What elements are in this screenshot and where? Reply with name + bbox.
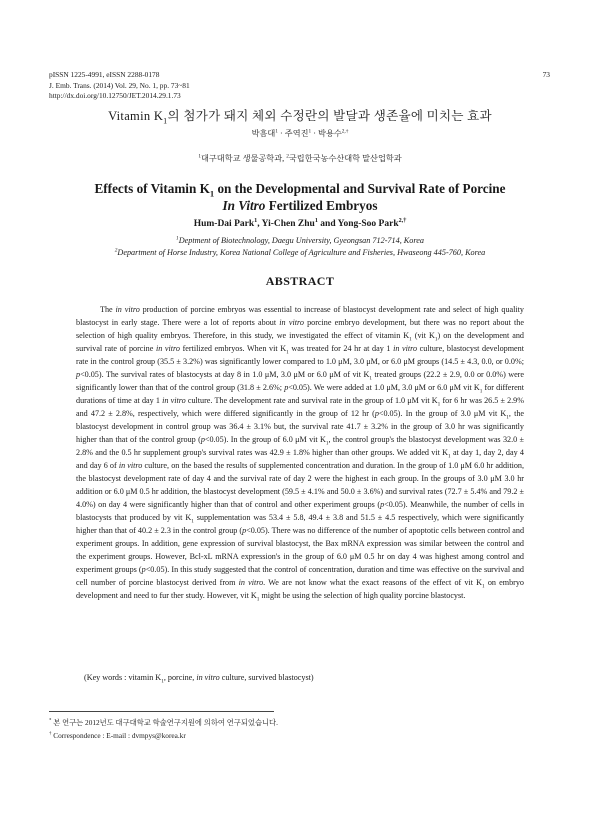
text-run: was treated for 24 hr at day 1 bbox=[288, 344, 394, 353]
text-run: culture, blastocyst development rate in the control group (35.5 ± 3.2%) was significantly lower compared to 1.0 μM, 3.0 μM, or 6.0 μM groups (14.5 ± 4.3, 0.0, or 0.0%; bbox=[76, 344, 524, 366]
footnote-marker: * bbox=[49, 718, 52, 724]
abstract-body bbox=[76, 303, 524, 602]
english-title bbox=[0, 181, 600, 214]
text-run: culture, survived blastocyst) bbox=[219, 673, 314, 682]
text-run: production of porcine embryos was essential to increase of blastocyst development rate and select of high quality blastocyst in early stage. There were a lot of reports about bbox=[76, 305, 524, 327]
text-run: on embryo development and need to fur ther study. However, vit K bbox=[76, 578, 524, 600]
text-run: <0.05). There was no difference of the number of apoptotic cells between control and experiment groups. In addition, gene expression of survival blastocyst, the Bax mRNA expression was similar between the control and the experiment groups. However, Bcl-xL mRNA expression's in the group of 6.0 μM 0.5 hr on day 4 was highest among control and experiment groups ( bbox=[76, 526, 525, 574]
subscript: 1 bbox=[256, 596, 260, 603]
affiliation-1 bbox=[0, 235, 600, 247]
italic-text: in vitro bbox=[155, 344, 180, 353]
author-name: Hum-Dai Park bbox=[193, 219, 255, 229]
italic-text: p bbox=[374, 409, 379, 418]
author-name: and Yong-Soo Park bbox=[317, 219, 399, 229]
korean-author-name: 주역진 bbox=[284, 129, 309, 138]
italic-text: p bbox=[141, 565, 146, 574]
subscript: 1 bbox=[325, 440, 329, 447]
italic-text: in vitro bbox=[393, 344, 418, 353]
english-authors bbox=[0, 219, 600, 229]
aff-marker: 2 bbox=[114, 247, 118, 254]
text-run: The bbox=[100, 305, 116, 314]
italic-text: in vitro bbox=[196, 673, 220, 682]
author-separator: · bbox=[311, 129, 319, 138]
text-run: <0.05). In this study suggested that the control of concentration, duration and time was effective on the survival and cell number of porcine blastocyst derived from bbox=[76, 565, 524, 587]
footnote-funding bbox=[49, 718, 278, 728]
footnote-text: Correspondence : E-mail : dvmpys@korea.kr bbox=[51, 731, 186, 740]
affiliation-text: Department of Horse Industry, Korea National College of Agriculture and Fisheries, Hwaseong 445-760, Korea bbox=[117, 248, 486, 257]
italic-text: in vitro bbox=[162, 396, 186, 405]
text-run: <0.05). We were added at 1.0 μM, 3.0 μM or 6.0 μM vit K bbox=[288, 383, 480, 392]
subscript: 1 bbox=[434, 336, 438, 343]
text-run: supplementation was 53.4 ± 5.8, 49.4 ± 3.8 and 51.5 ± 4.5 respectively, which were significantly higher than that of 40.2 ± 2.3 in the control group ( bbox=[76, 513, 524, 535]
text-run: treated groups (22.2 ± 2.9, 0.0 or 0.0%) were significantly lower than that of the control group (31.8 ± 2.6%; bbox=[76, 370, 524, 392]
korean-author-name: 박용수 bbox=[318, 129, 342, 138]
text-run: . We are not know what the exact reasons of the effect of vit K bbox=[263, 578, 483, 587]
subscript: 1 bbox=[286, 349, 289, 356]
author-separator: · bbox=[277, 129, 285, 138]
issn-line: pISSN 1225-4991, eISSN 2288-0178 bbox=[49, 70, 160, 79]
text-run: <0.05). The survival rates of blastocysts at day 8 in 1.0 μM, 3.0 μM or 6.0 μM of vit K bbox=[80, 370, 370, 379]
aff-marker: 1 bbox=[176, 235, 179, 242]
english-affiliations bbox=[0, 235, 600, 259]
text-run: <0.05). In the group of 6.0 μM vit K bbox=[204, 435, 326, 444]
text-run: <0.05). Meanwhile, the number of cells in blastocysts that produced by vit K bbox=[76, 500, 525, 522]
text-run: for 6 hr was 26.5 ± 2.9% and 47.2 ± 2.8%, respectively, which were differed significantly in the group of 12 hr ( bbox=[76, 396, 525, 418]
korean-title bbox=[0, 106, 600, 124]
korean-affiliation: 대구대학교 생물공학과, bbox=[200, 154, 287, 163]
english-title-italic: In Vitro bbox=[222, 197, 266, 213]
korean-authors bbox=[0, 128, 600, 139]
citation-line: J. Emb. Trans. (2014) Vol. 29, No. 1, pp. 73~81 bbox=[49, 80, 190, 90]
text-run: ) on the development and survival rate of porcine bbox=[76, 331, 524, 353]
abstract-heading: ABSTRACT bbox=[265, 274, 335, 288]
korean-affiliations bbox=[0, 153, 600, 164]
affiliation-2 bbox=[0, 247, 600, 259]
subscript: 1 bbox=[191, 518, 194, 525]
italic-text: p bbox=[380, 500, 385, 509]
italic-text: in vitro bbox=[118, 461, 143, 470]
subscript: 1 bbox=[409, 336, 412, 343]
subscript: 1 bbox=[479, 388, 483, 395]
korean-title-part: 의 첨가가 돼지 체외 수정란의 발달과 생존율에 미치는 효과 bbox=[167, 109, 492, 123]
aff-marker: 1 bbox=[275, 128, 278, 135]
text-run: for different durations of time at day 1 bbox=[76, 383, 524, 405]
text-run: porcine embryo development, but there was no report about the selection of high quality embryos. Therefore, in this study, we investigated the effect of vitamin K bbox=[76, 318, 524, 340]
aff-marker: 1 bbox=[314, 217, 318, 224]
text-run: (Key words : vitamin K bbox=[84, 673, 162, 682]
text-run: at day 1, day 2, day 4 and day 6 of bbox=[76, 448, 524, 470]
author-name: , Yi-Chen Zhu bbox=[257, 219, 315, 229]
text-run: <0.05). In the group of 3.0 μM vit K bbox=[378, 409, 507, 418]
text-run: might be using the selection of high quality porcine blastocyst. bbox=[259, 591, 466, 600]
footnote-divider bbox=[49, 711, 274, 712]
footnote-correspondence bbox=[49, 731, 186, 740]
affiliation-text: Deptment of Biotechnology, Daegu University, Gyeongsan 712-714, Korea bbox=[178, 236, 424, 245]
english-title-part: Effects of Vitamin K bbox=[94, 181, 210, 196]
italic-text: p bbox=[76, 370, 81, 379]
aff-marker: 1 bbox=[308, 128, 312, 135]
aff-marker: 2 bbox=[286, 153, 289, 160]
page-number: 73 bbox=[542, 70, 550, 79]
aff-marker: 1 bbox=[254, 217, 258, 224]
text-run: , porcine, bbox=[163, 673, 197, 682]
footnote-text: 본 연구는 2012년도 대구대학교 학술연구지원에 의하여 연구되었습니다. bbox=[51, 718, 278, 727]
text-run: culture. The development rate and survival rate in the group of 1.0 μM vit K bbox=[185, 396, 438, 405]
text-run: , the blastocyst development in control group was 36.4 ± 3.1% but, the survival rate 41.7 ± 3.2% in the group of 3.0 hr was significantly higher than that of the control group ( bbox=[76, 409, 525, 444]
subscript: 1 bbox=[437, 401, 441, 408]
doi-link[interactable]: http://dx.doi.org/10.12750/JET.2014.29.1.73 bbox=[49, 91, 181, 101]
text-run: fertilized embryos. When vit K bbox=[179, 344, 287, 353]
footnote-marker: † bbox=[49, 731, 52, 737]
english-title-subscript: 1 bbox=[209, 188, 215, 199]
italic-text: in vitro bbox=[115, 305, 140, 314]
italic-text: p bbox=[200, 435, 205, 444]
italic-text: in vitro bbox=[238, 578, 264, 587]
keywords bbox=[76, 673, 524, 685]
korean-affiliation: 국립한국농수산대학 말산업학과 bbox=[288, 154, 402, 163]
subscript: 1 bbox=[369, 375, 372, 382]
text-run: (vit K bbox=[411, 331, 435, 340]
journal-header bbox=[49, 70, 190, 102]
italic-text: in vitro bbox=[279, 318, 304, 327]
subscript: 1 bbox=[482, 583, 485, 590]
aff-marker: 2,† bbox=[398, 217, 407, 224]
aff-marker: 1 bbox=[198, 153, 201, 160]
subscript: 1 bbox=[161, 678, 164, 685]
italic-text: p bbox=[284, 383, 289, 392]
text-run: culture, on the based the results of supplemented concentration and duration. In the group of 1.0 μM 6.0 hr addition, the blastocyst development rate of day 4 and the survival rate of day 2 were the highest in each group. In the groups of 3.0 μM 3.0 hr addition or 6.0 μM 0.5 hr addition, the blastocyst development (59.5 ± 4.1% and 50.0 ± 3.6%) and survival rates (72.7 ± 5.4% and 79.2 ± 4.0%) on day 4 were significantly higher than that of control and other experiment groups ( bbox=[76, 461, 524, 509]
subscript: 1 bbox=[506, 414, 509, 421]
aff-marker: 2,† bbox=[341, 128, 349, 135]
subscript: 1 bbox=[448, 453, 451, 460]
english-title-part: on the Developmental and Survival Rate of Porcine bbox=[214, 181, 506, 196]
korean-title-part: Vitamin K bbox=[108, 109, 164, 123]
text-run: , the control group's the blastocyst development was 32.0 ± 2.8% and the 0.5 hr supplement group's survival rates was 42.9 ± 1.8% higher than other groups. We added vit K bbox=[76, 435, 524, 457]
italic-text: p bbox=[242, 526, 247, 535]
korean-title-subscript: 1 bbox=[163, 116, 168, 126]
korean-author-name: 박흠대 bbox=[251, 129, 276, 138]
english-title-part: Fertilized Embryos bbox=[265, 197, 378, 213]
